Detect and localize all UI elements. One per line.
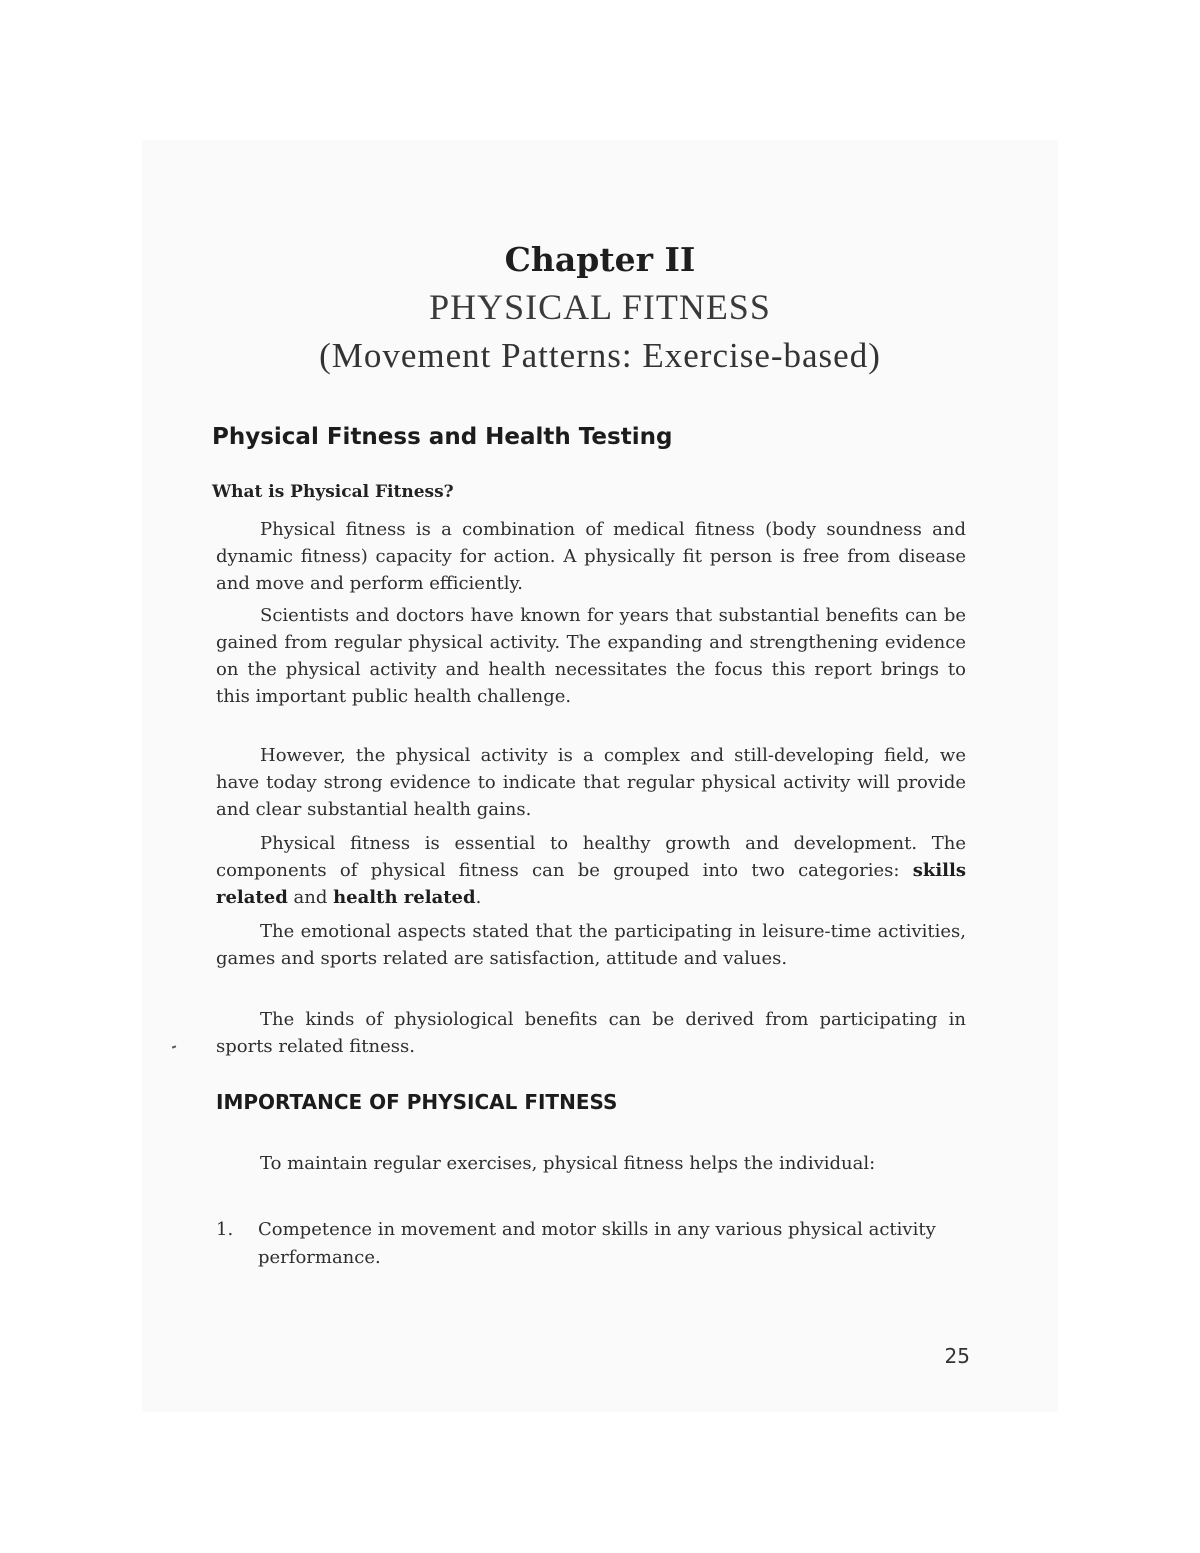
list-item-text: Competence in movement and motor skills in any various physical activity performance. bbox=[258, 1219, 936, 1268]
chapter-title: PHYSICAL FITNESS bbox=[429, 287, 771, 327]
paragraph-scientists: Scientists and doctors have known for years that substantial benefits can be gained from regular physical activity. The expanding and strengthening evidence on the physical activity and health necessitates the focus this report brings to this important public health challenge. bbox=[216, 605, 966, 707]
health-related-term: health related bbox=[333, 887, 476, 908]
list-item-number: 1. bbox=[216, 1219, 234, 1240]
paragraph-components-joiner: and bbox=[287, 887, 334, 908]
importance-heading: IMPORTANCE OF PHYSICAL FITNESS bbox=[216, 1090, 618, 1114]
chapter-subtitle: (Movement Patterns: Exercise-based) bbox=[319, 336, 881, 375]
chapter-label: Chapter II bbox=[504, 240, 696, 279]
paragraph-components bbox=[216, 830, 966, 911]
paragraph-however: However, the physical activity is a complex and still-developing field, we have today strong evidence to indicate that regular physical activity will provide and clear substantial health gains. bbox=[216, 745, 966, 820]
paragraph-components-text: Physical fitness is essential to healthy growth and development. The components of physical fitness can be grouped into two categories: bbox=[216, 833, 966, 881]
question-heading: What is Physical Fitness? bbox=[212, 482, 454, 502]
paragraph-definition: Physical fitness is a combination of medical fitness (body soundness and dynamic fitness) capacity for action. A physically fit person is free from disease and move and perform efficiently. bbox=[216, 519, 966, 594]
paragraph-components-end: . bbox=[475, 887, 482, 908]
document-page bbox=[142, 140, 1058, 1412]
list-item bbox=[216, 1216, 970, 1272]
paragraph-physiological: The kinds of physiological benefits can be derived from participating in sports related fitness. bbox=[216, 1009, 966, 1057]
importance-intro: To maintain regular exercises, physical fitness helps the individual: bbox=[260, 1153, 876, 1174]
paragraph-emotional: The emotional aspects stated that the participating in leisure-time activities, games and sports related are satisfaction, attitude and values. bbox=[216, 921, 966, 969]
section-heading: Physical Fitness and Health Testing bbox=[212, 424, 673, 450]
skills-related-term: skills related bbox=[216, 860, 966, 908]
scan-speck bbox=[172, 1045, 176, 1048]
page-number: 25 bbox=[944, 1344, 970, 1368]
